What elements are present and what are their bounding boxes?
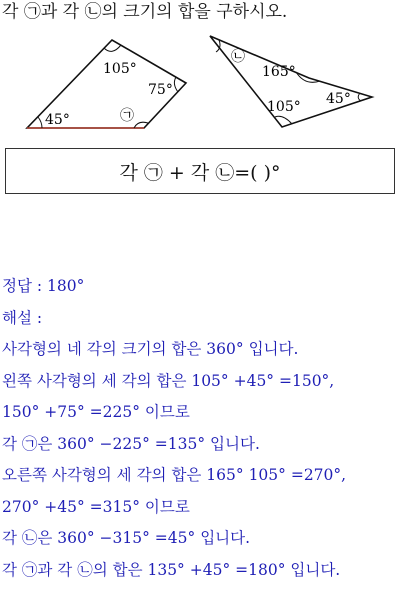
left-angle-right-label: 75° [148, 82, 173, 98]
explanation-line: 각 ㉠은 360° −225° =135° 입니다. [2, 433, 346, 465]
left-angle-bottom-left-label: 45° [45, 112, 70, 128]
left-angle-arc-right [174, 77, 178, 92]
explanation-line: 왼쪽 사각형의 세 각의 합은 105° +45° =150°, [2, 370, 346, 402]
explanation-label: 해설 : [2, 307, 346, 339]
left-angle-marker: ㉠ [120, 108, 134, 124]
answer-expression: 각 ㉠ + 각 ㉡=( )° [119, 158, 280, 185]
right-angle-165-label: 165° [262, 64, 296, 80]
solution-section [2, 275, 346, 590]
explanation-line: 150° +75° =225° 이므로 [2, 401, 346, 433]
left-angle-top-label: 105° [103, 61, 137, 77]
right-angle-105-label: 105° [267, 99, 301, 115]
explanation-line: 각 ㉠과 각 ㉡의 합은 135° +45° =180° 입니다. [2, 559, 346, 590]
question-text: 각 ㉠과 각 ㉡의 크기의 합을 구하시오. [2, 1, 287, 23]
right-angle-marker: ㉡ [231, 49, 245, 65]
explanation-line: 사각형의 네 각의 크기의 합은 360° 입니다. [2, 338, 346, 370]
quadrilateral-figure [0, 28, 400, 136]
right-angle-45-label: 45° [326, 91, 351, 107]
explanation-line: 오른쪽 사각형의 세 각의 합은 165° 105° =270°, [2, 464, 346, 496]
answer-line: 정답 : 180° [2, 275, 346, 307]
explanation-line: 각 ㉡은 360° −315° =45° 입니다. [2, 527, 346, 559]
explanation-line: 270° +45° =315° 이므로 [2, 496, 346, 528]
answer-box [5, 148, 395, 194]
left-angle-arc-bottom-left [38, 117, 42, 128]
